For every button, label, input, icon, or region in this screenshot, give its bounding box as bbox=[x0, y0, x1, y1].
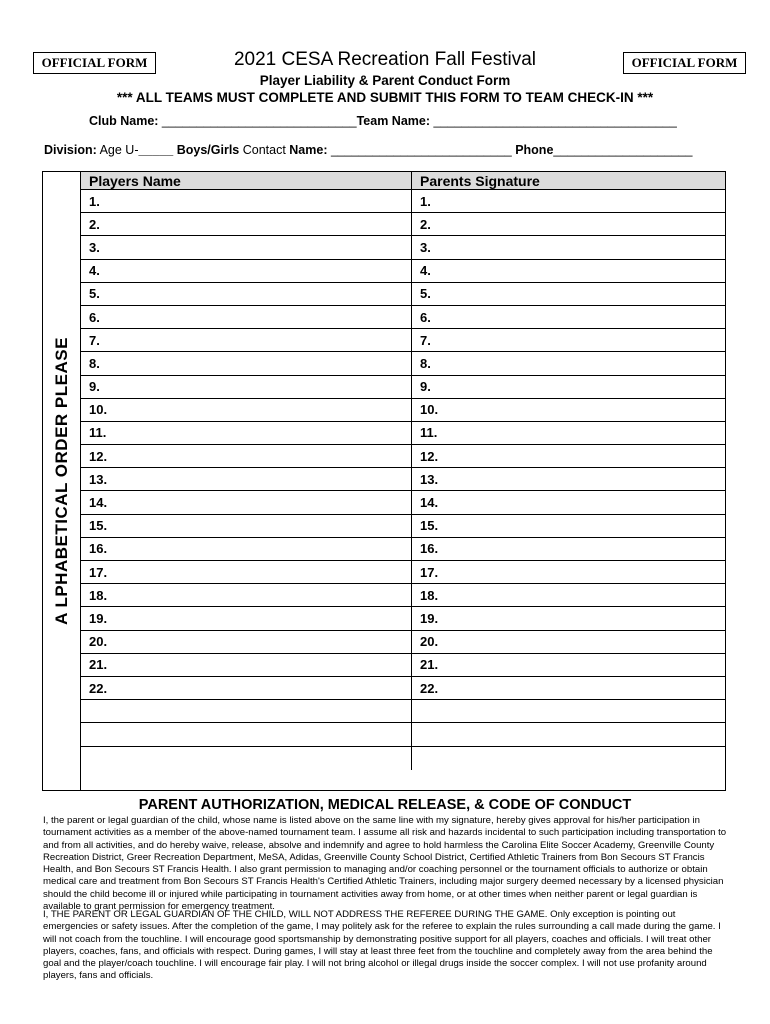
parent-signature-cell[interactable]: 12. bbox=[420, 448, 439, 464]
roster-row bbox=[81, 723, 725, 746]
form-subtitle: Player Liability & Parent Conduct Form bbox=[259, 73, 511, 88]
parent-signature-cell[interactable]: 17. bbox=[420, 564, 439, 580]
roster-row bbox=[81, 445, 725, 468]
roster-row bbox=[81, 376, 725, 399]
roster-row bbox=[81, 561, 725, 584]
player-name-cell[interactable]: 17. bbox=[81, 561, 412, 583]
roster-row bbox=[81, 515, 725, 538]
parent-signature-cell[interactable]: 22. bbox=[420, 680, 439, 696]
roster-row bbox=[81, 538, 725, 561]
parent-signature-cell[interactable]: 10. bbox=[420, 402, 439, 418]
roster-row bbox=[81, 654, 725, 677]
parent-signature-cell[interactable]: 1. bbox=[420, 193, 431, 209]
parent-signature-cell[interactable]: 8. bbox=[420, 355, 431, 371]
player-name-cell[interactable]: 14. bbox=[81, 491, 412, 513]
players-name-header: Players Name bbox=[81, 172, 412, 189]
parent-signature-cell[interactable]: 15. bbox=[420, 518, 439, 534]
parent-signature-cell[interactable]: 18. bbox=[420, 587, 439, 603]
player-name-cell[interactable]: 7. bbox=[81, 329, 412, 351]
contact-name-label: Name: bbox=[289, 143, 328, 157]
roster-row bbox=[81, 677, 725, 700]
release-section-title: PARENT AUTHORIZATION, MEDICAL RELEASE, & CODE OF CONDUCT bbox=[138, 797, 632, 813]
player-name-cell[interactable]: 13. bbox=[81, 468, 412, 490]
player-name-cell[interactable]: 18. bbox=[81, 584, 412, 606]
roster-row bbox=[81, 399, 725, 422]
conduct-paragraph-2: I, THE PARENT OR LEGAL GUARDIAN OF THE CHILD, WILL NOT ADDRESS THE REFEREE DURING THE GAME. Only exception is pointing out emergencies or safety issues. After the completion of the game, I may politely ask for the referee to explain the rules surrounding a call made during the game. I will not coach from the touchline. I will encourage good sportsmanship by demonstrating positive support for all players, coaches and officials. I will treat other players, coaches, fans, and officials with respect. During games, I will stay at least three feet from the touchline and completely away from the area behind the goal and the player/coach touchline. I will encourage fair play. I will not bring alcohol or illegal drugs inside the soccer complex. I will not use profanity around players, fans and officials. bbox=[43, 909, 721, 982]
phone-label: Phone bbox=[515, 143, 554, 157]
alphabetical-side-label bbox=[43, 172, 81, 790]
player-name-cell[interactable]: 12. bbox=[81, 445, 412, 467]
roster-row bbox=[81, 607, 725, 630]
player-name-cell[interactable]: 15. bbox=[81, 515, 412, 537]
roster-row bbox=[81, 260, 725, 283]
roster-row bbox=[81, 631, 725, 654]
parent-signature-cell[interactable]: 16. bbox=[420, 541, 439, 557]
roster-row bbox=[81, 747, 725, 770]
roster-row bbox=[81, 236, 725, 259]
division-contact-line bbox=[44, 143, 692, 157]
parent-signature-cell[interactable]: 5. bbox=[420, 286, 431, 302]
player-name-cell[interactable]: 3. bbox=[81, 236, 412, 258]
parent-signature-cell[interactable]: 2. bbox=[420, 216, 431, 232]
submission-banner: *** ALL TEAMS MUST COMPLETE AND SUBMIT THIS FORM TO TEAM CHECK-IN *** bbox=[116, 90, 654, 105]
player-name-cell[interactable] bbox=[81, 747, 412, 770]
club-name-label: Club Name: bbox=[89, 114, 159, 128]
roster-row bbox=[81, 329, 725, 352]
parent-signature-cell[interactable]: 19. bbox=[420, 610, 439, 626]
division-age-text: Age U- bbox=[96, 143, 139, 157]
team-name-blank[interactable]: ___________________________________ bbox=[430, 114, 677, 128]
parent-signature-cell[interactable]: 11. bbox=[420, 425, 438, 441]
player-name-cell[interactable]: 9. bbox=[81, 376, 412, 398]
roster-row bbox=[81, 213, 725, 236]
player-name-cell[interactable]: 1. bbox=[81, 190, 412, 212]
club-name-blank[interactable]: ____________________________ bbox=[158, 114, 357, 128]
roster-row bbox=[81, 422, 725, 445]
player-name-cell[interactable]: 6. bbox=[81, 306, 412, 328]
division-age-blank[interactable]: _____ bbox=[138, 143, 177, 157]
player-name-cell[interactable]: 8. bbox=[81, 352, 412, 374]
roster-header-row bbox=[81, 172, 725, 190]
player-name-cell[interactable]: 16. bbox=[81, 538, 412, 560]
team-name-label: Team Name: bbox=[356, 114, 431, 128]
parent-signature-cell[interactable] bbox=[412, 747, 725, 770]
official-form-badge-right: OFFICIAL FORM bbox=[623, 52, 746, 74]
player-name-cell[interactable] bbox=[81, 700, 412, 722]
club-team-line bbox=[89, 114, 677, 128]
parent-signature-cell[interactable]: 4. bbox=[420, 263, 431, 279]
roster-row bbox=[81, 190, 725, 213]
player-name-cell[interactable]: 10. bbox=[81, 399, 412, 421]
parent-signature-cell[interactable]: 14. bbox=[420, 495, 439, 511]
parent-signature-cell[interactable]: 13. bbox=[420, 471, 439, 487]
alphabetical-order-text: A LPHABETICAL ORDER PLEASE bbox=[51, 337, 71, 625]
parent-signature-cell[interactable]: 6. bbox=[420, 309, 431, 325]
roster-row bbox=[81, 352, 725, 375]
contact-name-blank[interactable]: __________________________ bbox=[327, 143, 516, 157]
roster-row bbox=[81, 306, 725, 329]
official-form-badge-left: OFFICIAL FORM bbox=[33, 52, 156, 74]
parent-signature-cell[interactable]: 21. bbox=[420, 657, 439, 673]
parent-signature-cell[interactable]: 9. bbox=[420, 379, 431, 395]
roster-table bbox=[42, 171, 726, 791]
roster-row bbox=[81, 283, 725, 306]
boys-girls-label: Boys/Girls bbox=[176, 143, 240, 157]
player-name-cell[interactable]: 19. bbox=[81, 607, 412, 629]
roster-row bbox=[81, 584, 725, 607]
parent-signature-cell[interactable] bbox=[412, 723, 725, 745]
player-name-cell[interactable]: 4. bbox=[81, 260, 412, 282]
roster-row bbox=[81, 700, 725, 723]
player-name-cell[interactable] bbox=[81, 723, 412, 745]
roster-row bbox=[81, 491, 725, 514]
division-label: Division: bbox=[44, 143, 97, 157]
player-name-cell[interactable]: 22. bbox=[81, 677, 412, 699]
roster-grid bbox=[81, 172, 725, 770]
parent-signature-cell[interactable]: 7. bbox=[420, 332, 431, 348]
parent-signature-cell[interactable]: 20. bbox=[420, 634, 439, 650]
release-paragraph-1: I, the parent or legal guardian of the child, whose name is listed above on the same line with my signature, hereby gives approval for his/her participation in tournament activities as a member of the above-named tournament team. I assume all risk and hazards incidental to such participation including transportation to and from all activities, and do hereby waive, release, absolve and indemnify and agree to hold harmless the Carolina Elite Soccer Academy, Greenville County Recreation District, Greer Recreation Department, MeSA, Adidas, Greenville County School District, Certified Athletic Trainers from Bon Secours ST Francis Health, and Bon Secours ST Francis Health. I also grant permission to managing and/or coaching personnel or the tournament officials to authorize or obtain medical care and treatment from Bon Secours ST Francis Health's Certified Athletic Trainers, including major surgery deemed necessary by a licensed physician should the child become ill or injured while participating in tournament activities away from home, or at other times when neither parent or legal guardian is available to grant permission for emergency treatment. bbox=[43, 815, 727, 913]
form-title: 2021 CESA Recreation Fall Festival bbox=[233, 49, 537, 70]
player-name-cell[interactable]: 21. bbox=[81, 654, 412, 676]
parent-signature-cell[interactable]: 3. bbox=[420, 239, 431, 255]
player-name-cell[interactable]: 11. bbox=[81, 422, 412, 444]
player-name-cell[interactable]: 20. bbox=[81, 631, 412, 653]
roster-row bbox=[81, 468, 725, 491]
contact-text: Contact bbox=[239, 143, 290, 157]
phone-blank[interactable]: ____________________ bbox=[553, 143, 693, 157]
parents-signature-header: Parents Signature bbox=[420, 172, 540, 189]
parent-signature-cell[interactable] bbox=[412, 700, 725, 722]
player-name-cell[interactable]: 5. bbox=[81, 283, 412, 305]
player-name-cell[interactable]: 2. bbox=[81, 213, 412, 235]
